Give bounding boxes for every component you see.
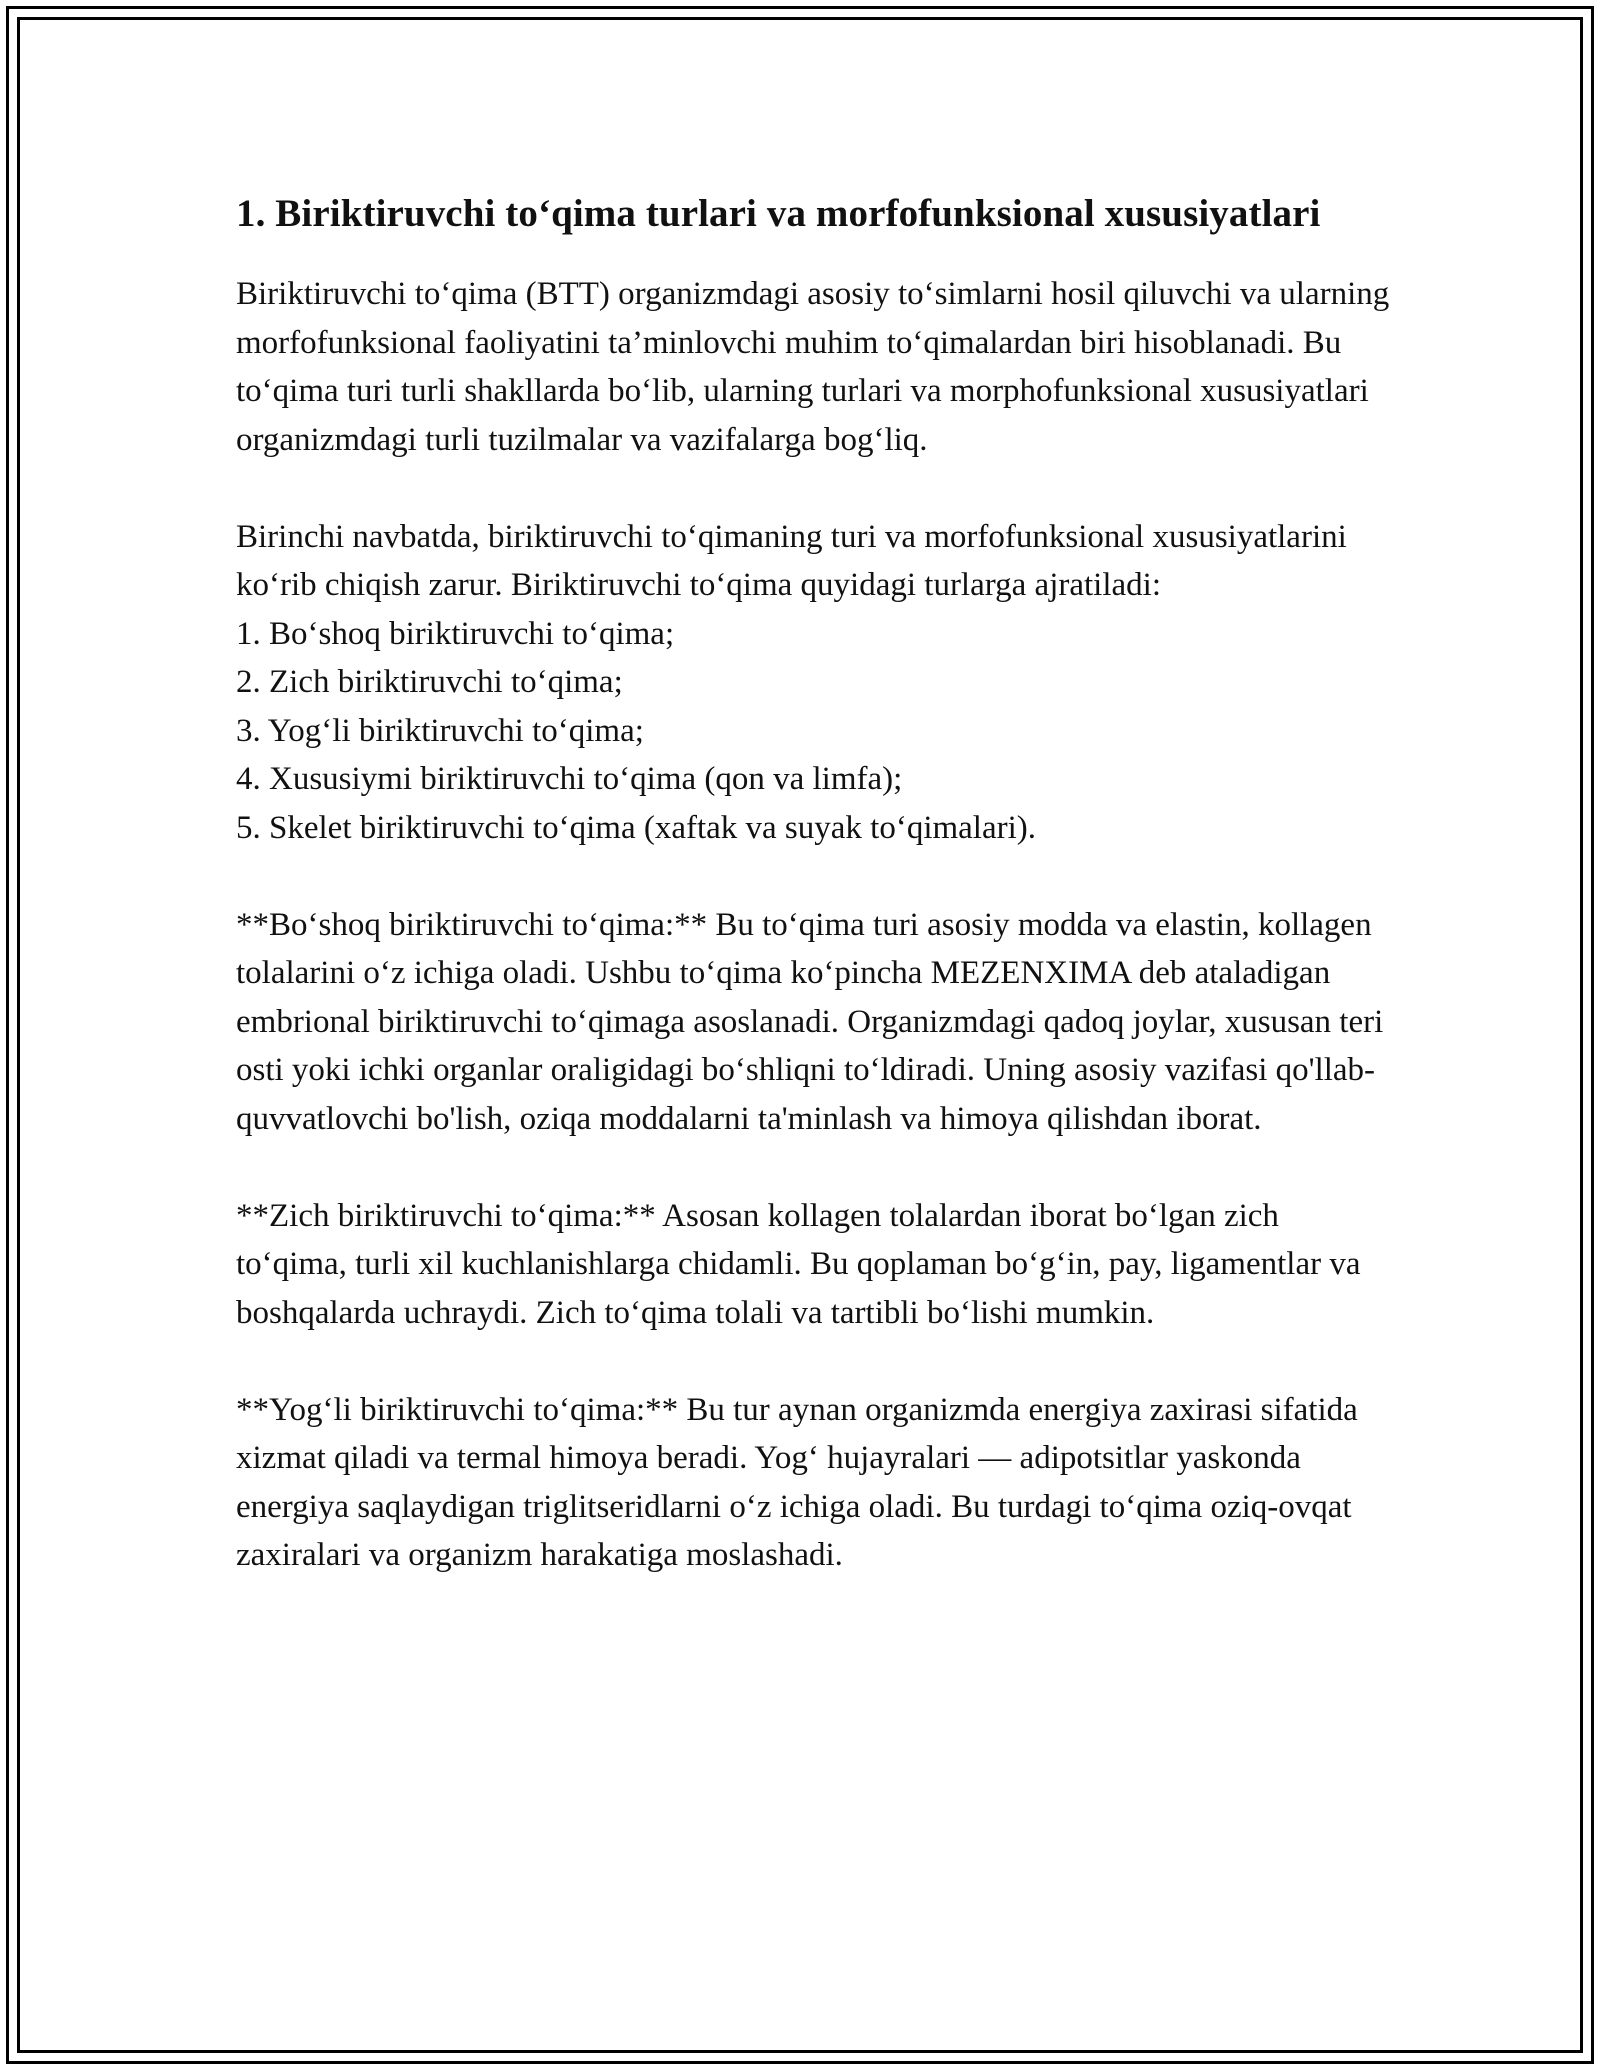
list-item: 5. Skelet biriktiruvchi to‘qima (xaftak va suyak to‘qimalari). [236,809,1037,846]
intro-paragraph: Biriktiruvchi to‘qima (BTT) organizmdagi asosiy to‘simlarni hosil qiluvchi va ularning morfofunksional faoliyatini ta’minlovchi muhim to‘qimalardan biri hisoblanadi. Bu to‘qima turi turli shakllarda bo‘lib, ularning turlari va morphofunksional xususiyatlari organizmdagi turli tuzilmalar va vazifalarga bog‘liq. [236,276,1390,458]
classification-block [236,513,1396,853]
document-body [236,186,1396,1580]
section-adipose-tissue: **Yog‘li biriktiruvchi to‘qima:** Bu tur aynan organizmda energiya zaxirasi sifatida xizmat qiladi va termal himoya beradi. Yog‘ hujayralari — adipotsitlar yaskonda energiya saqlaydigan triglitseridlarni o‘z ichiga oladi. Bu turdagi to‘qima oziq-ovqat zaxiralari va organizm harakatiga moslashadi. [236,1391,1358,1573]
list-item: 1. Bo‘shoq biriktiruvchi to‘qima; [236,615,675,652]
classification-intro: Birinchi navbatda, biriktiruvchi to‘qimaning turi va morfofunksional xususiyatlarini ko‘rib chiqish zarur. Biriktiruvchi to‘qima quyidagi turlarga ajratiladi: [236,518,1347,603]
section-loose-tissue: **Bo‘shoq biriktiruvchi to‘qima:** Bu to‘qima turi asosiy modda va elastin, kollagen tolalarini o‘z ichiga oladi. Ushbu to‘qima ko‘pincha MEZENXIMA deb ataladigan embrional biriktiruvchi to‘qimaga asoslanadi. Organizmdagi qadoq joylar, xususan teri osti yoki ichki organlar oraligidagi bo‘shliqni to‘ldiradi. Uning asosiy vazifasi qo'llab-quvvatlovchi bo'lish, oziqa moddalarni ta'minlash va himoya qilishdan iborat. [236,906,1384,1137]
list-item: 2. Zich biriktiruvchi to‘qima; [236,664,623,700]
list-item: 4. Xususiymi biriktiruvchi to‘qima (qon va limfa); [236,761,903,797]
list-item: 3. Yog‘li biriktiruvchi to‘qima; [236,712,644,749]
document-title: 1. Biriktiruvchi to‘qima turlari va morfofunksional xususiyatlari [236,192,1321,235]
section-dense-tissue: **Zich biriktiruvchi to‘qima:** Asosan kollagen tolalardan iborat bo‘lgan zich to‘qima, turli xil kuchlanishlarga chidamli. Bu qoplaman bo‘g‘in, pay, ligamentlar va boshqalarda uchraydi. Zich to‘qima tolali va tartibli bo‘lishi mumkin. [236,1197,1361,1331]
